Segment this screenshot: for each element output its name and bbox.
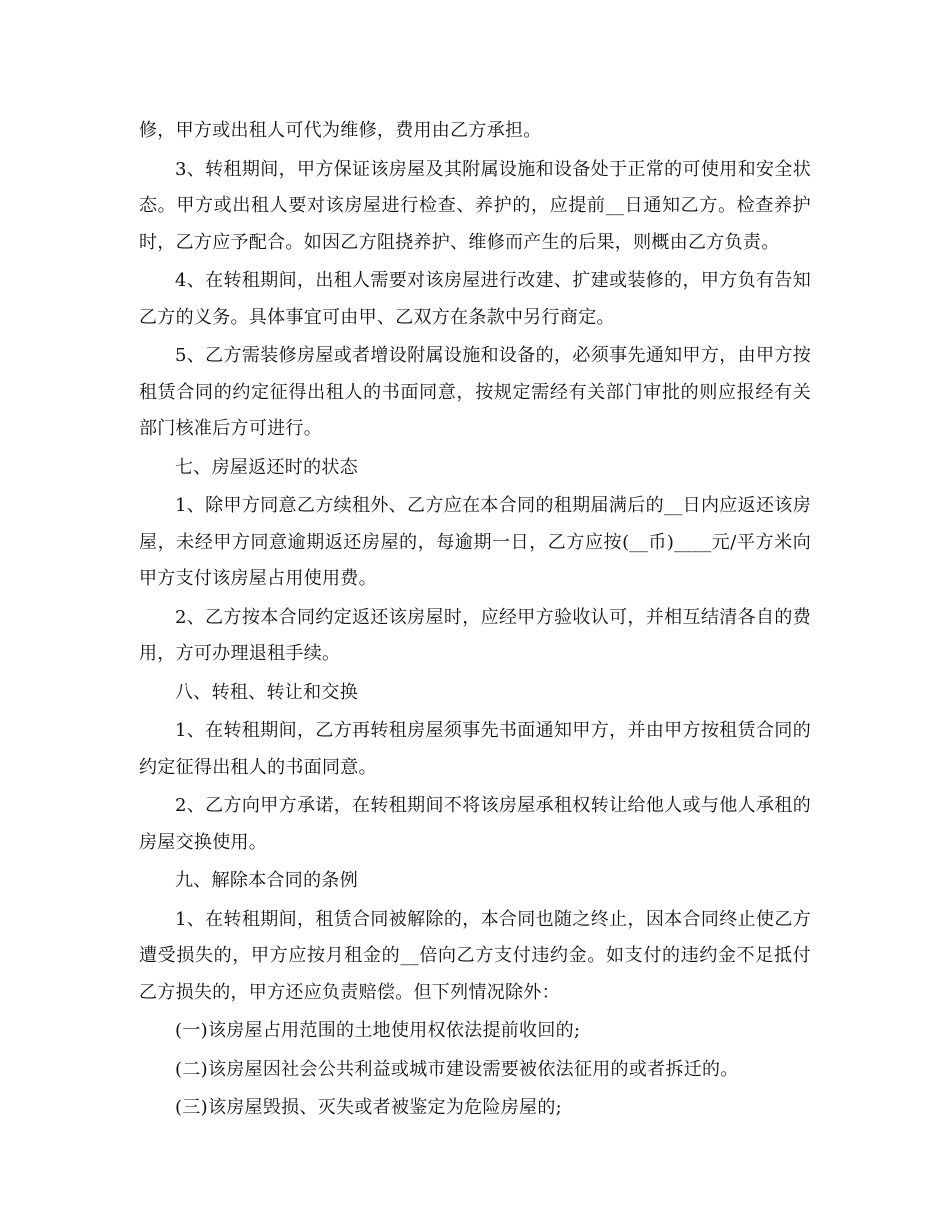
list-item-exception-1: (一)该房屋占用范围的土地使用权依法提前收回的; — [175, 1020, 581, 1041]
paragraph-sublease-clause-1: 1、在转租期间，乙方再转租房屋须事先书面通知甲方，并由甲方按租赁合同的约定征得出租人的书面同意。 — [139, 720, 811, 778]
paragraph-sublease-clause-2: 2、乙方向甲方承诺，在转租期间不将该房屋承租权转让给他人或与他人承租的房屋交换使用。 — [139, 795, 811, 853]
paragraph-return-clause-1: 1、除甲方同意乙方续租外、乙方应在本合同的租期届满后的__日内应返还该房屋，未经甲方同意逾期返还房屋的，每逾期一日，乙方应按(__币)____元/平方米向甲方支付该房屋占用使用费。 — [139, 495, 811, 589]
paragraph-continued-repair: 修，甲方或出租人可代为维修，费用由乙方承担。 — [139, 120, 542, 141]
paragraph-termination-clause-1: 1、在转租期间，租赁合同被解除的，本合同也随之终止，因本合同终止使乙方遭受损失的，甲方应按月租金的__倍向乙方支付违约金。如支付的违约金不足抵付乙方损失的，甲方还应负责赔偿。但下列情况除外： — [139, 908, 811, 1003]
paragraph-clause-3-maintenance: 3、转租期间，甲方保证该房屋及其附属设施和设备处于正常的可使用和安全状态。甲方或出租人要对该房屋进行检查、养护的，应提前__日通知乙方。检查养护时，乙方应予配合。如因乙方阻挠养护、维修而产生的后果，则概由乙方负责。 — [139, 158, 811, 253]
section-heading-8: 八、转租、转让和交换 — [175, 681, 358, 703]
section-heading-7: 七、房屋返还时的状态 — [175, 456, 358, 478]
paragraph-clause-4-renovation: 4、在转租期间，出租人需要对该房屋进行改建、扩建或装修的，甲方负有告知乙方的义务。具体事宜可由甲、乙双方在条款中另行商定。 — [139, 270, 811, 328]
paragraph-return-clause-2: 2、乙方按本合同约定返还该房屋时，应经甲方验收认可，并相互结清各自的费用，方可办理退租手续。 — [139, 606, 811, 664]
document-body — [139, 113, 811, 1129]
list-item-exception-2: (二)该房屋因社会公共利益或城市建设需要被依法征用的或者拆迁的。 — [175, 1058, 739, 1080]
paragraph-clause-5-decoration: 5、乙方需装修房屋或者增设附属设施和设备的，必须事先通知甲方，由甲方按租赁合同的约定征得出租人的书面同意，按规定需经有关部门审批的则应报经有关部门核准后方可进行。 — [139, 345, 811, 439]
section-heading-9: 九、解除本合同的条例 — [175, 870, 358, 891]
list-item-exception-3: (三)该房屋毁损、灭失或者被鉴定为危险房屋的; — [175, 1097, 563, 1118]
